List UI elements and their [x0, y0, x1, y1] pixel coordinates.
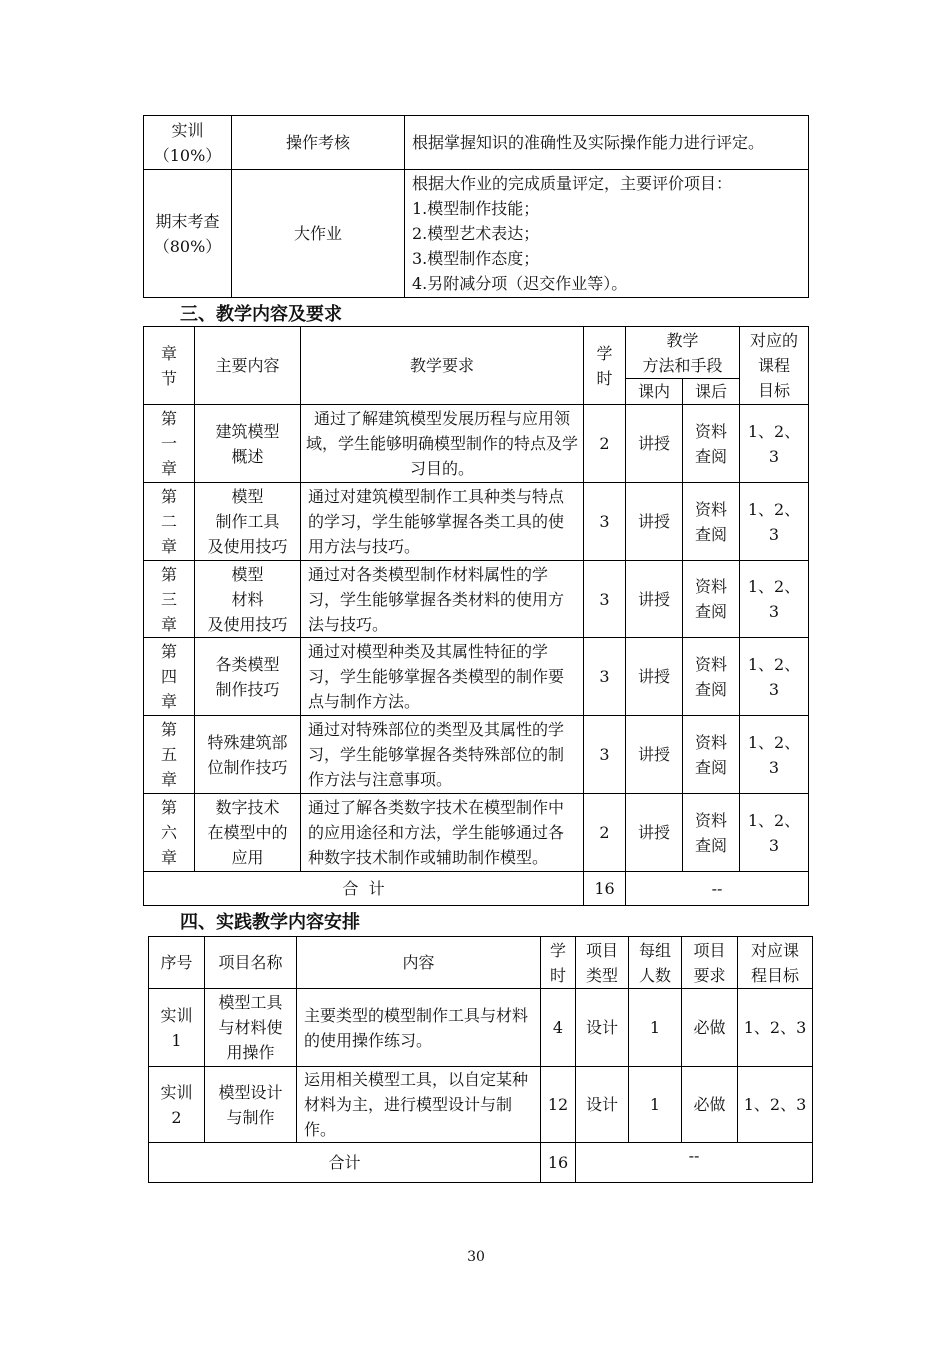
total-label: 合计	[149, 1143, 541, 1183]
chapter-cell: 第 一 章	[144, 405, 195, 483]
req-cell: 必做	[682, 1067, 738, 1143]
goals-cell: 1、2、3	[740, 483, 809, 561]
teaching-content-table	[143, 326, 809, 906]
chapter-cell: 第 六 章	[144, 794, 195, 872]
chapter-cell: 第 三 章	[144, 561, 195, 638]
name-cell: 模型工具 与材料使 用操作	[205, 989, 297, 1067]
header-method: 教学 方法和手段	[626, 327, 740, 379]
evaluation-table	[143, 115, 809, 298]
content-cell: 模型 制作工具 及使用技巧	[195, 483, 301, 561]
type-cell: 设计	[576, 989, 629, 1067]
table-row	[144, 405, 809, 483]
table-total-row	[144, 872, 809, 906]
in-class-cell: 讲授	[626, 794, 683, 872]
in-class-cell: 讲授	[626, 561, 683, 638]
chapter-cell: 第 五 章	[144, 716, 195, 794]
header-hours: 学 时	[584, 327, 626, 405]
content-cell: 特殊建筑部 位制作技巧	[195, 716, 301, 794]
after-class-cell: 资料 查阅	[683, 483, 740, 561]
hours-cell: 4	[541, 989, 576, 1067]
content-cell: 各类模型 制作技巧	[195, 638, 301, 716]
header-goals: 对应的 课程 目标	[740, 327, 809, 405]
section-heading: 四、实践教学内容安排	[180, 912, 360, 933]
practice-table	[148, 936, 813, 1183]
table-row	[144, 483, 809, 561]
name-cell: 模型设计 与制作	[205, 1067, 297, 1143]
chapter-cell: 第 二 章	[144, 483, 195, 561]
type-cell: 设计	[576, 1067, 629, 1143]
hours-cell: 2	[584, 405, 626, 483]
table-total-row	[149, 1143, 813, 1183]
eval-type-cell: 实训 （10%）	[144, 116, 232, 170]
table-header-row	[149, 937, 813, 989]
table-row	[144, 638, 809, 716]
group-cell: 1	[629, 1067, 682, 1143]
requirement-cell: 通过了解建筑模型发展历程与应用领域，学生能够明确模型制作的特点及学习目的。	[301, 405, 584, 483]
goals-cell: 1、2、3	[740, 638, 809, 716]
header-goals: 对应课 程目标	[738, 937, 813, 989]
table-row	[144, 116, 809, 170]
eval-item-cell: 操作考核	[232, 116, 405, 170]
requirement-cell: 通过了解各类数字技术在模型制作中的应用途径和方法，学生能够通过各种数字技术制作或辅助制作模型。	[301, 794, 584, 872]
goals-cell: 1、2、3	[738, 1067, 813, 1143]
table-row	[149, 989, 813, 1067]
hours-cell: 3	[584, 483, 626, 561]
eval-item-cell: 大作业	[232, 170, 405, 298]
in-class-cell: 讲授	[626, 405, 683, 483]
total-rest: --	[576, 1143, 813, 1183]
hours-cell: 3	[584, 638, 626, 716]
requirement-cell: 通过对建筑模型制作工具种类与特点的学习，学生能够掌握各类工具的使用方法与技巧。	[301, 483, 584, 561]
content-cell: 运用相关模型工具，以自定某种材料为主，进行模型设计与制作。	[297, 1067, 541, 1143]
eval-criteria-cell: 根据掌握知识的准确性及实际操作能力进行评定。	[405, 116, 809, 170]
no-cell: 实训 2	[149, 1067, 205, 1143]
header-in-class: 课内	[626, 379, 683, 405]
header-type: 项目 类型	[576, 937, 629, 989]
total-hours: 16	[541, 1143, 576, 1183]
goals-cell: 1、2、3	[740, 405, 809, 483]
in-class-cell: 讲授	[626, 483, 683, 561]
after-class-cell: 资料 查阅	[683, 561, 740, 638]
req-cell: 必做	[682, 989, 738, 1067]
content-cell: 数字技术 在模型中的 应用	[195, 794, 301, 872]
header-hours: 学 时	[541, 937, 576, 989]
hours-cell: 3	[584, 716, 626, 794]
header-after-class: 课后	[683, 379, 740, 405]
after-class-cell: 资料 查阅	[683, 716, 740, 794]
goals-cell: 1、2、3	[740, 794, 809, 872]
content-cell: 模型 材料 及使用技巧	[195, 561, 301, 638]
table-header-row	[144, 327, 809, 379]
table-row	[144, 794, 809, 872]
after-class-cell: 资料 查阅	[683, 638, 740, 716]
hours-cell: 12	[541, 1067, 576, 1143]
content-cell: 主要类型的模型制作工具与材料的使用操作练习。	[297, 989, 541, 1067]
table-row	[144, 170, 809, 298]
page-number: 30	[467, 1249, 485, 1265]
header-content: 内容	[297, 937, 541, 989]
group-cell: 1	[629, 989, 682, 1067]
total-hours: 16	[584, 872, 626, 906]
eval-type-cell: 期末考查 （80%）	[144, 170, 232, 298]
table-row	[149, 1067, 813, 1143]
requirement-cell: 通过对模型种类及其属性特征的学习，学生能够掌握各类模型的制作要点与制作方法。	[301, 638, 584, 716]
header-req: 项目 要求	[682, 937, 738, 989]
hours-cell: 3	[584, 561, 626, 638]
requirement-cell: 通过对各类模型制作材料属性的学习，学生能够掌握各类材料的使用方法与技巧。	[301, 561, 584, 638]
total-label: 合 计	[144, 872, 584, 906]
goals-cell: 1、2、3	[738, 989, 813, 1067]
goals-cell: 1、2、3	[740, 716, 809, 794]
header-group: 每组 人数	[629, 937, 682, 989]
content-cell: 建筑模型 概述	[195, 405, 301, 483]
table-row	[144, 716, 809, 794]
header-name: 项目名称	[205, 937, 297, 989]
after-class-cell: 资料 查阅	[683, 794, 740, 872]
in-class-cell: 讲授	[626, 638, 683, 716]
section-heading: 三、教学内容及要求	[180, 304, 342, 325]
no-cell: 实训 1	[149, 989, 205, 1067]
eval-criteria-cell: 根据大作业的完成质量评定，主要评价项目： 1.模型制作技能； 2.模型艺术表达； 3.模型制作态度； 4.另附减分项（迟交作业等）。	[405, 170, 809, 298]
header-chapter: 章 节	[144, 327, 195, 405]
header-content: 主要内容	[195, 327, 301, 405]
header-requirement: 教学要求	[301, 327, 584, 405]
total-rest: --	[626, 872, 809, 906]
after-class-cell: 资料 查阅	[683, 405, 740, 483]
goals-cell: 1、2、3	[740, 561, 809, 638]
requirement-cell: 通过对特殊部位的类型及其属性的学习，学生能够掌握各类特殊部位的制作方法与注意事项。	[301, 716, 584, 794]
hours-cell: 2	[584, 794, 626, 872]
table-row	[144, 561, 809, 638]
header-no: 序号	[149, 937, 205, 989]
chapter-cell: 第 四 章	[144, 638, 195, 716]
in-class-cell: 讲授	[626, 716, 683, 794]
